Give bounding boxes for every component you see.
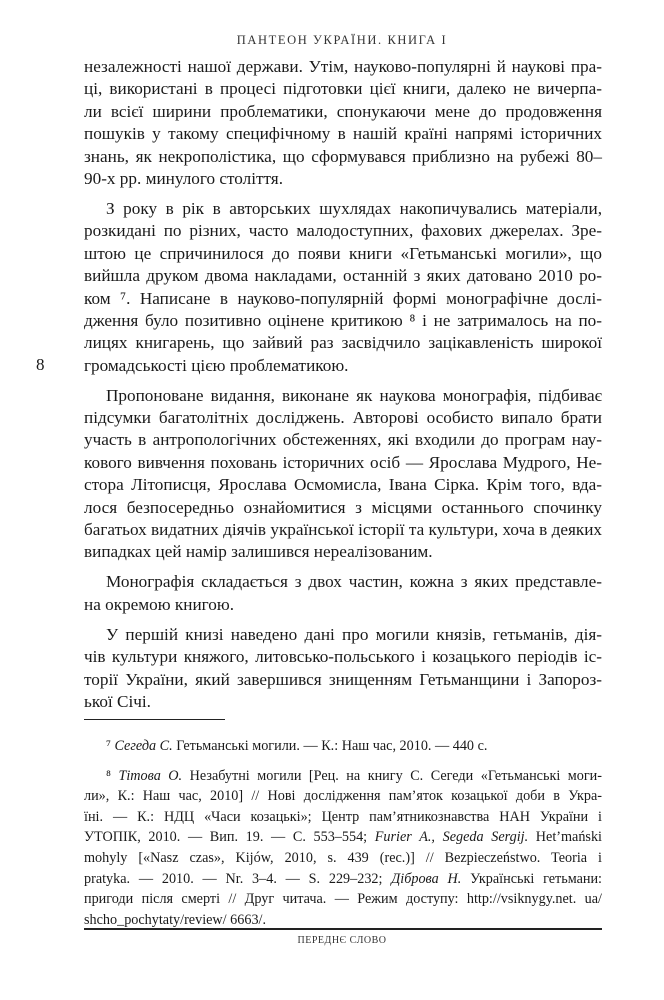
paragraph-line: 90-х рр. минулого століття. [84, 168, 284, 188]
footnote-divider [84, 719, 225, 720]
footnote-line: mohyly [«Nasz czas», Kijów, 2010, s. 439 (rec.)] // Bezpieczeństwo. Teoria i [84, 849, 602, 866]
footnote-line: ли», К.: Наш час, 2010] // Нові дослідження пам’яток козацької доби в Укра- [84, 788, 602, 805]
footnote-line: УТОПІК, 2010. — Вип. 19. — С. 553–554; Furier A., Segeda Sergij. Het’mański [84, 829, 602, 846]
paragraph-line: лося безпосередньо ознайомитися з місцями останнього спочинку [84, 497, 602, 517]
paragraph-line: громадськості цією проблематикою. [84, 355, 349, 375]
footnote-line[interactable]: пригоди після смерті // Друг читача. — Режим доступу: http://vsiknygy.net. ua/ [84, 891, 602, 908]
paragraph-line: Монографія складається з двох частин, кожна з яких представле- [106, 572, 602, 592]
paragraph-line: участь в антропологічних обстеженнях, які входили до програм нау- [84, 430, 602, 450]
paragraph-line: на окремою книгою. [84, 594, 234, 614]
footnote-line: ⁷ Сегеда С. Гетьманські могили. — К.: Наш час, 2010. — 440 с. [106, 738, 488, 754]
paragraph-line: З року в рік в авторських шухлядах накопичувались матеріали, [106, 198, 602, 218]
page-number: 8 [36, 355, 45, 374]
body-text [84, 56, 602, 713]
footnotes [84, 736, 602, 930]
paragraph-line: ької Січі. [84, 691, 151, 711]
paragraph-line: ці, використані в процесі підготовки цієї книги, далеко не вичерпа- [84, 79, 602, 99]
paragraph-line: кового вивчення поховань історичних осіб — Ярослава Мудрого, Не- [84, 452, 602, 472]
paragraph-line: незалежності нашої держави. Утім, науково-популярні й наукові пра- [84, 57, 602, 76]
paragraph-line: чів культури княжого, литовсько-польського і козацького періодів іс- [84, 647, 602, 667]
paragraph-line: ли всієї ширини проблематики, спонукаючи мене до продовження [84, 101, 602, 121]
paragraph-line: знань, як некрополістика, що сформувався приблизно на рубежі 80– [84, 146, 602, 166]
paragraph-line: Пропоноване видання, виконане як наукова монографія, підбиває [106, 385, 602, 405]
paragraph-line: ком ⁷. Написане в науково-популярній формі монографічне дослі- [84, 288, 602, 308]
footnote-line: shcho_pochytaty/review/ 6663/. [84, 911, 267, 928]
footnote-line: їні. — К.: НДЦ «Часи козацькі»; Центр пам’ятникознавства НАН України і [84, 808, 602, 825]
paragraph-line: штою це спричинилося до появи книги «Гетьманські могили», що [84, 243, 602, 263]
paragraph-line: багатьох видатних діячів української історії та культури, хоча в деяких [84, 520, 602, 539]
paragraph-line: У першій книзі наведено дані про могили князів, гетьманів, дія- [106, 624, 602, 644]
footnote-line: pratyka. — 2010. — Nr. 3–4. — S. 229–232; Діброва Н. Українські гетьмани: [84, 870, 602, 887]
running-header: ПАНТЕОН УКРАЇНИ. КНИГА І [236, 33, 448, 47]
paragraph-line: пошуків у такому специфічному в нашій країні напрямі історичних [84, 124, 602, 144]
paragraph-line: підсумки багатолітніх досліджень. Авторові особисто випало брати [84, 408, 602, 428]
paragraph-line: лицях книгарень, що зайвий раз засвідчило зацікавленість широкої [84, 333, 602, 353]
footnote-line: ⁸ Тітова О. Незабутні могили [Рец. на книгу С. Сегеди «Гетьманські моги- [106, 767, 602, 784]
paragraph-line: торії України, який завершився знищенням Гетьманщини і Запороз- [84, 669, 602, 689]
footer-divider [84, 928, 602, 930]
paragraph-line: вийшла друком двома накладами, останній з яких датовано 2010 ро- [84, 266, 602, 286]
paragraph-line: дження було позитивно оцінене критикою ⁸ і не затрималось на по- [84, 310, 602, 330]
running-footer: ПЕРЕДНЄ СЛОВО [297, 935, 387, 946]
paragraph-line: стора Літописця, Ярослава Осмомисла, Івана Сірка. Крім того, вда- [84, 475, 602, 495]
paragraph-line: випадках цей намір залишився нереалізованим. [84, 542, 433, 562]
paragraph-line: розкидані по різних, часто малодоступних, фахових джерелах. Зре- [84, 221, 602, 241]
